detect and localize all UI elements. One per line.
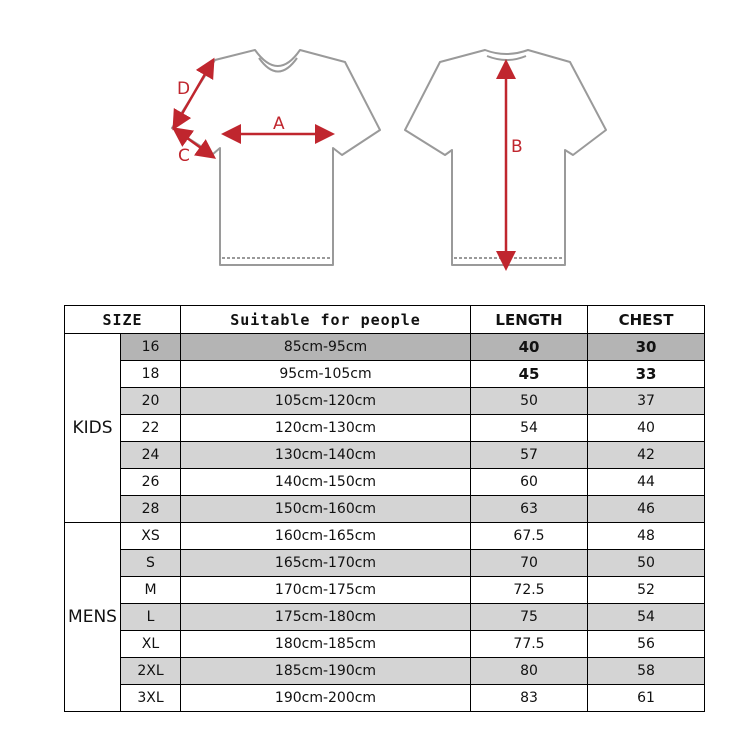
- size-cell: XL: [121, 631, 181, 658]
- length-cell: 67.5: [471, 523, 588, 550]
- table-header-row: [65, 306, 705, 334]
- size-chart-table: [64, 305, 705, 712]
- range-cell: 170cm-175cm: [181, 577, 471, 604]
- table-row: [65, 388, 705, 415]
- range-cell: 190cm-200cm: [181, 685, 471, 712]
- size-cell: M: [121, 577, 181, 604]
- size-cell: 24: [121, 442, 181, 469]
- size-cell: 2XL: [121, 658, 181, 685]
- table-row: [65, 334, 705, 361]
- range-cell: 140cm-150cm: [181, 469, 471, 496]
- chest-cell: 61: [588, 685, 705, 712]
- chest-cell: 33: [588, 361, 705, 388]
- label-c: C: [178, 146, 190, 166]
- length-cell: 77.5: [471, 631, 588, 658]
- table-row: [65, 442, 705, 469]
- chest-cell: 42: [588, 442, 705, 469]
- header-chest: CHEST: [588, 306, 705, 334]
- table-row: [65, 523, 705, 550]
- table-row: [65, 550, 705, 577]
- chest-cell: 30: [588, 334, 705, 361]
- table-row: [65, 604, 705, 631]
- size-cell: 3XL: [121, 685, 181, 712]
- table-row: [65, 685, 705, 712]
- chest-cell: 52: [588, 577, 705, 604]
- table-row: [65, 415, 705, 442]
- range-cell: 130cm-140cm: [181, 442, 471, 469]
- range-cell: 180cm-185cm: [181, 631, 471, 658]
- size-cell: XS: [121, 523, 181, 550]
- length-cell: 75: [471, 604, 588, 631]
- length-cell: 57: [471, 442, 588, 469]
- chest-cell: 44: [588, 469, 705, 496]
- length-cell: 70: [471, 550, 588, 577]
- length-cell: 83: [471, 685, 588, 712]
- chest-cell: 50: [588, 550, 705, 577]
- chest-cell: 56: [588, 631, 705, 658]
- range-cell: 175cm-180cm: [181, 604, 471, 631]
- range-cell: 85cm-95cm: [181, 334, 471, 361]
- range-cell: 185cm-190cm: [181, 658, 471, 685]
- size-cell: 22: [121, 415, 181, 442]
- range-cell: 150cm-160cm: [181, 496, 471, 523]
- length-cell: 60: [471, 469, 588, 496]
- length-cell: 72.5: [471, 577, 588, 604]
- table-row: [65, 577, 705, 604]
- chest-cell: 37: [588, 388, 705, 415]
- length-cell: 45: [471, 361, 588, 388]
- header-length: LENGTH: [471, 306, 588, 334]
- range-cell: 95cm-105cm: [181, 361, 471, 388]
- header-suitable: Suitable for people: [181, 306, 471, 334]
- chest-cell: 54: [588, 604, 705, 631]
- range-cell: 165cm-170cm: [181, 550, 471, 577]
- label-b: B: [511, 137, 523, 157]
- length-cell: 54: [471, 415, 588, 442]
- table-row: [65, 658, 705, 685]
- size-cell: 20: [121, 388, 181, 415]
- range-cell: 105cm-120cm: [181, 388, 471, 415]
- chest-cell: 46: [588, 496, 705, 523]
- length-cell: 80: [471, 658, 588, 685]
- size-cell: 18: [121, 361, 181, 388]
- chest-cell: 48: [588, 523, 705, 550]
- table-row: [65, 496, 705, 523]
- size-cell: 28: [121, 496, 181, 523]
- chest-cell: 40: [588, 415, 705, 442]
- size-cell: 26: [121, 469, 181, 496]
- tshirt-measurement-diagram: [0, 0, 750, 290]
- size-cell: S: [121, 550, 181, 577]
- size-cell: L: [121, 604, 181, 631]
- front-shirt-icon: [172, 50, 380, 265]
- length-cell: 50: [471, 388, 588, 415]
- length-cell: 40: [471, 334, 588, 361]
- label-a: A: [273, 114, 285, 134]
- header-size: SIZE: [65, 306, 181, 334]
- table-row: [65, 469, 705, 496]
- chest-cell: 58: [588, 658, 705, 685]
- range-cell: 120cm-130cm: [181, 415, 471, 442]
- range-cell: 160cm-165cm: [181, 523, 471, 550]
- label-d: D: [177, 79, 191, 99]
- size-cell: 16: [121, 334, 181, 361]
- group-kids: KIDS: [65, 334, 121, 523]
- table-row: [65, 631, 705, 658]
- table-row: [65, 361, 705, 388]
- group-mens: MENS: [65, 523, 121, 712]
- length-cell: 63: [471, 496, 588, 523]
